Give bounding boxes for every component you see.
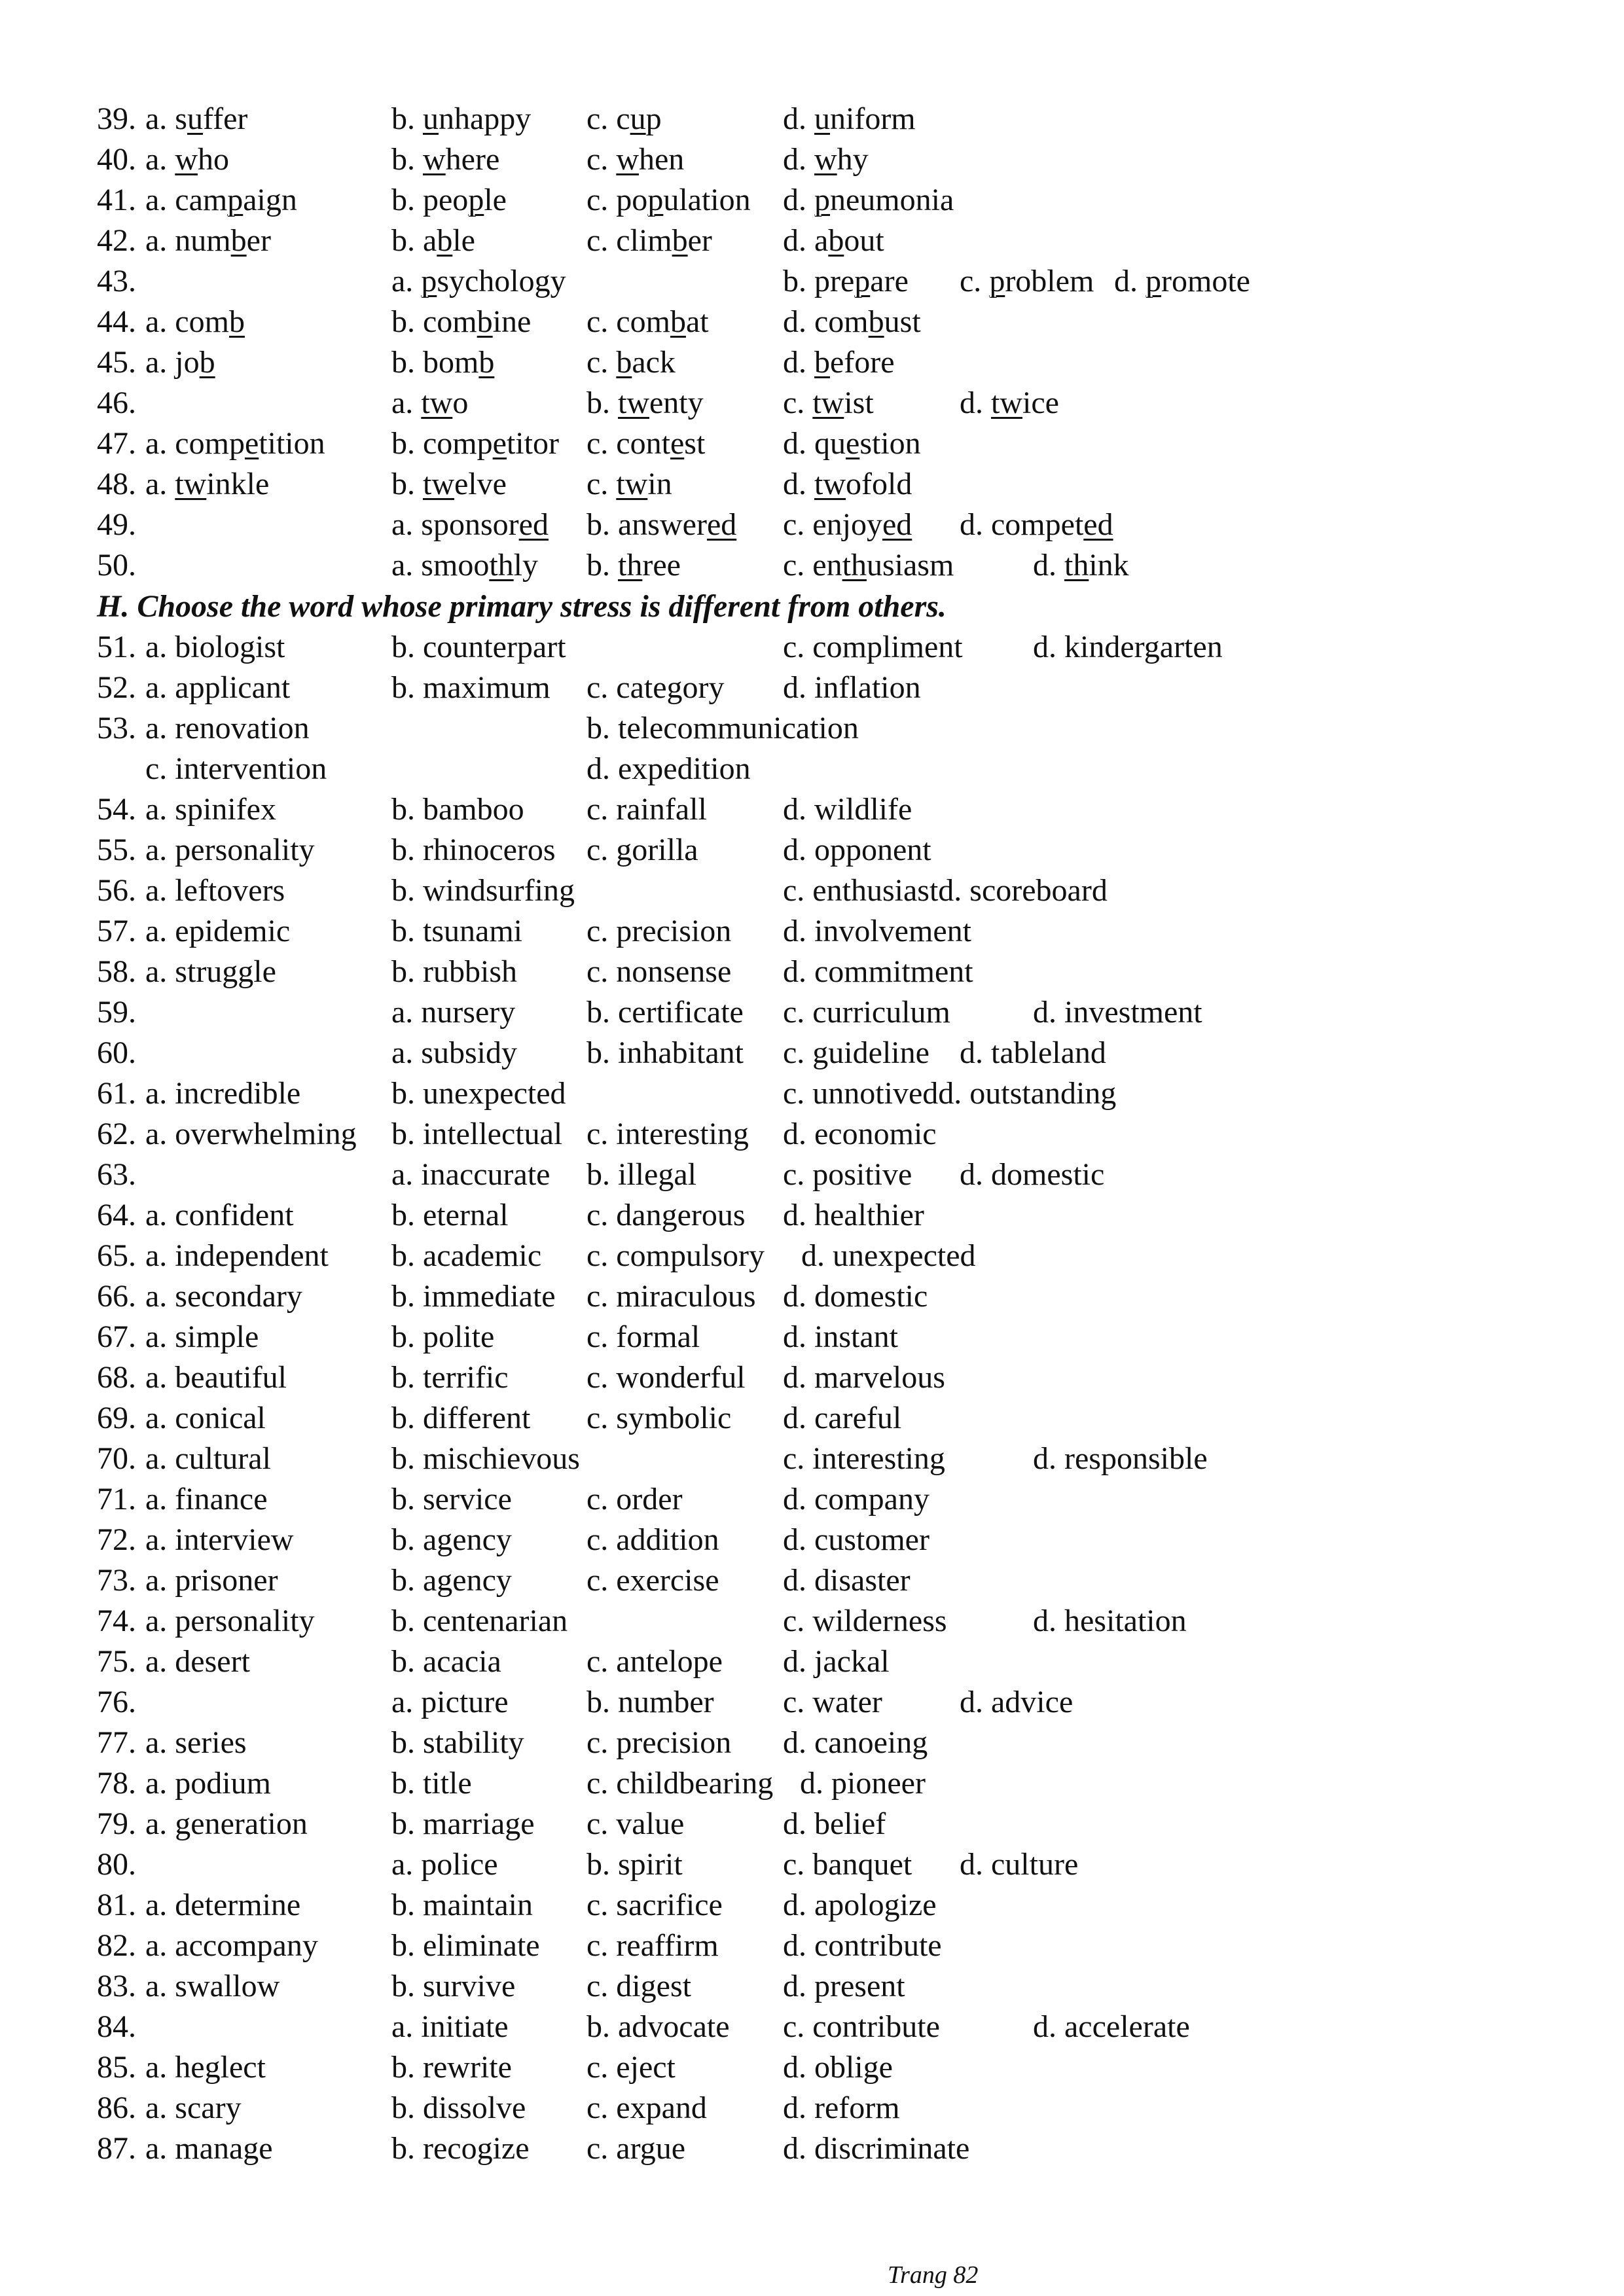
option-c: c. when <box>586 142 685 177</box>
option-d: d. culture <box>960 1847 1079 1882</box>
question-item-53-continued <box>0 749 1624 789</box>
question-item-82 <box>0 1926 1624 1966</box>
question-item-65 <box>0 1236 1624 1276</box>
option-d: d. commitment <box>783 954 973 989</box>
question-number: 85. <box>97 2050 136 2085</box>
option-b: b. different <box>391 1401 531 1435</box>
option-b: b. prepare <box>783 264 909 298</box>
option-a: a. inaccurate <box>391 1157 550 1192</box>
option-b: b. maintain <box>391 1888 533 1922</box>
option-b: b. where <box>391 142 500 177</box>
option-d: d. domestic <box>783 1279 928 1314</box>
question-item-69 <box>0 1398 1624 1439</box>
option-b: b. recogize <box>391 2131 530 2166</box>
option-d: d. present <box>783 1969 905 2003</box>
option-d: d. competed <box>960 507 1113 542</box>
question-number: 52. <box>97 670 136 705</box>
question-item-72 <box>0 1520 1624 1560</box>
option-a: a. renovation <box>145 711 310 745</box>
option-a: a. comb <box>145 304 245 339</box>
option-a: a. number <box>145 223 271 258</box>
question-number: 78. <box>97 1766 136 1801</box>
question-number: 79. <box>97 1806 136 1841</box>
question-number: 73. <box>97 1563 136 1598</box>
option-b: b. polite <box>391 1319 495 1354</box>
option-b: b. intellectual <box>391 1117 563 1151</box>
option-b: b. service <box>391 1482 512 1516</box>
option-c: c. interesting <box>783 1441 945 1476</box>
option-a: a. smoothly <box>391 548 539 583</box>
question-item-66 <box>0 1276 1624 1317</box>
option-d: d. twofold <box>783 467 912 501</box>
option-c: c. gorilla <box>586 833 698 867</box>
option-c: c. childbearing <box>586 1766 774 1801</box>
option-a: a. competition <box>145 426 325 461</box>
question-item-48 <box>0 464 1624 505</box>
option-b: b. eternal <box>391 1198 509 1232</box>
option-d: d. combust <box>783 304 921 339</box>
option-c: c. dangerous <box>586 1198 746 1232</box>
option-a: a. interview <box>145 1522 294 1557</box>
option-b: b. combine <box>391 304 532 339</box>
option-b: b. competitor <box>391 426 559 461</box>
option-c: c. interesting <box>586 1117 749 1151</box>
question-item-44 <box>0 302 1624 342</box>
option-c: c. order <box>586 1482 683 1516</box>
option-b: b. stability <box>391 1725 524 1760</box>
question-number: 57. <box>97 914 136 948</box>
option-b: b. dissolve <box>391 2090 526 2125</box>
option-a: a. police <box>391 1847 498 1882</box>
option-c: c. enthusiasm <box>783 548 954 583</box>
question-item-55 <box>0 830 1624 870</box>
question-number: 82. <box>97 1928 136 1963</box>
option-a: a. leftovers <box>145 873 285 908</box>
option-a: a. campaign <box>145 183 297 217</box>
question-number: 43. <box>97 264 136 298</box>
question-item-71 <box>0 1479 1624 1520</box>
question-number: 77. <box>97 1725 136 1760</box>
option-a: a. sponsored <box>391 507 549 542</box>
question-item-54 <box>0 789 1624 830</box>
option-d: d. disaster <box>783 1563 911 1598</box>
question-number: 63. <box>97 1157 136 1192</box>
question-item-61 <box>0 1073 1624 1114</box>
option-c: c. eject <box>586 2050 676 2085</box>
option-d: d. think <box>1033 548 1129 583</box>
question-item-83 <box>0 1966 1624 2007</box>
question-number: 56. <box>97 873 136 908</box>
option-d: d. opponent <box>783 833 931 867</box>
question-number: 71. <box>97 1482 136 1516</box>
question-item-57 <box>0 911 1624 952</box>
option-c: c. rainfall <box>586 792 707 827</box>
question-number: 74. <box>97 1604 136 1638</box>
option-d: d. company <box>783 1482 929 1516</box>
option-d: d. economic <box>783 1117 937 1151</box>
option-b: b. bomb <box>391 345 495 380</box>
option-a: a. incredible <box>145 1076 301 1111</box>
option-a: a. personality <box>145 833 315 867</box>
option-d: d. unexpected <box>801 1238 976 1273</box>
option-a: a. picture <box>391 1685 509 1719</box>
question-item-85 <box>0 2047 1624 2088</box>
question-number: 70. <box>97 1441 136 1476</box>
option-d: d. pioneer <box>800 1766 926 1801</box>
question-number: 64. <box>97 1198 136 1232</box>
option-c: c. contribute <box>783 2009 940 2044</box>
question-number: 59. <box>97 995 136 1030</box>
option-c: c. nonsense <box>586 954 732 989</box>
option-b: b. terrific <box>391 1360 509 1395</box>
option-a: a. conical <box>145 1401 266 1435</box>
option-b: b. maximum <box>391 670 550 705</box>
option-c: c. banquet <box>783 1847 912 1882</box>
option-b: b. title <box>391 1766 472 1801</box>
option-a: a. suffer <box>145 101 248 136</box>
question-item-86 <box>0 2088 1624 2128</box>
question-item-70 <box>0 1439 1624 1479</box>
question-item-49 <box>0 505 1624 545</box>
option-b: b. agency <box>391 1563 512 1598</box>
option-b: b. unhappy <box>391 101 532 136</box>
question-number: 50. <box>97 548 136 583</box>
option-c: c. category <box>586 670 725 705</box>
question-number: 58. <box>97 954 136 989</box>
option-b: b. counterpart <box>391 630 566 664</box>
option-d: d. domestic <box>960 1157 1105 1192</box>
question-number: 41. <box>97 183 136 217</box>
question-number: 49. <box>97 507 136 542</box>
option-d: d. pneumonia <box>783 183 954 217</box>
option-d: d. why <box>783 142 869 177</box>
option-b: b. rewrite <box>391 2050 512 2085</box>
option-b: b. able <box>391 223 475 258</box>
option-d: d. accelerate <box>1033 2009 1190 2044</box>
option-d: d. responsible <box>1033 1441 1208 1476</box>
option-a: a. beautiful <box>145 1360 287 1395</box>
option-d: d. before <box>783 345 895 380</box>
option-d: d. customer <box>783 1522 929 1557</box>
question-item-52 <box>0 668 1624 708</box>
option-d: d. investment <box>1033 995 1202 1030</box>
option-c: c. precision <box>586 914 732 948</box>
option-d: d. kindergarten <box>1033 630 1223 664</box>
question-number: 54. <box>97 792 136 827</box>
option-d: d. inflation <box>783 670 921 705</box>
option-a: a. personality <box>145 1604 315 1638</box>
option-a: a. biologist <box>145 630 285 664</box>
option-c: c. guideline <box>783 1035 929 1070</box>
question-number: 61. <box>97 1076 136 1111</box>
option-a: a. manage <box>145 2131 273 2166</box>
option-c: c. water <box>783 1685 882 1719</box>
page-footer: Trang 82 <box>888 2261 979 2289</box>
option-b: b. academic <box>391 1238 542 1273</box>
option-a: a. nursery <box>391 995 516 1030</box>
option-b: b. spirit <box>586 1847 683 1882</box>
option-a: a. finance <box>145 1482 268 1516</box>
option-d: d. canoeing <box>783 1725 928 1760</box>
option-b: b. twelve <box>391 467 507 501</box>
option-b: b. tsunami <box>391 914 522 948</box>
option-c: c. precision <box>586 1725 732 1760</box>
option-a: a. prisoner <box>145 1563 278 1598</box>
option-c: c. compliment <box>783 630 963 664</box>
option-a: a. twinkle <box>145 467 270 501</box>
question-number: 55. <box>97 833 136 867</box>
question-number: 84. <box>97 2009 136 2044</box>
option-a: a. subsidy <box>391 1035 517 1070</box>
option-c: c. antelope <box>586 1644 723 1679</box>
option-a: a. generation <box>145 1806 308 1841</box>
question-item-56 <box>0 870 1624 911</box>
option-d: d. oblige <box>783 2050 893 2085</box>
option-a: a. determine <box>145 1888 301 1922</box>
option-d: d. promote <box>1114 264 1250 298</box>
option-b: b. eliminate <box>391 1928 540 1963</box>
option-a: a. accompany <box>145 1928 318 1963</box>
question-item-46 <box>0 383 1624 423</box>
option-a: a. who <box>145 142 229 177</box>
option-a: a. struggle <box>145 954 276 989</box>
question-item-51 <box>0 627 1624 668</box>
option-c: c. addition <box>586 1522 719 1557</box>
option-d: d. reform <box>783 2090 900 2125</box>
option-c: c. symbolic <box>586 1401 732 1435</box>
option-a: a. independent <box>145 1238 329 1273</box>
option-c: c. twist <box>783 386 874 420</box>
question-item-43 <box>0 261 1624 302</box>
option-b: b. marriage <box>391 1806 535 1841</box>
option-a: a. simple <box>145 1319 259 1354</box>
option-b: b. telecommunication <box>586 711 859 745</box>
option-c: c. compulsory <box>586 1238 765 1273</box>
question-number: 42. <box>97 223 136 258</box>
option-c: c. formal <box>586 1319 700 1354</box>
option-b: b. number <box>586 1685 714 1719</box>
question-item-74 <box>0 1601 1624 1641</box>
question-item-62 <box>0 1114 1624 1155</box>
option-c: c. enjoyed <box>783 507 912 542</box>
option-b: b. mischievous <box>391 1441 580 1476</box>
option-b: b. windsurfing <box>391 873 575 908</box>
option-d: d. about <box>783 223 884 258</box>
option-a: a. initiate <box>391 2009 509 2044</box>
question-item-63 <box>0 1155 1624 1195</box>
option-d: d. tableland <box>960 1035 1106 1070</box>
question-number: 75. <box>97 1644 136 1679</box>
question-number: 44. <box>97 304 136 339</box>
option-d: d. wildlife <box>783 792 912 827</box>
option-d: d. discriminate <box>783 2131 970 2166</box>
question-number: 80. <box>97 1847 136 1882</box>
question-item-77 <box>0 1723 1624 1763</box>
option-b: b. bamboo <box>391 792 524 827</box>
option-b: b. three <box>586 548 681 583</box>
option-c: c. wonderful <box>586 1360 746 1395</box>
option-b: b. acacia <box>391 1644 501 1679</box>
option-b: b. agency <box>391 1522 512 1557</box>
option-d: d. question <box>783 426 921 461</box>
option-a: a. series <box>145 1725 247 1760</box>
option-a: a. overwhelming <box>145 1117 357 1151</box>
option-b: b. centenarian <box>391 1604 568 1638</box>
option-c: c. argue <box>586 2131 686 2166</box>
section-heading: H. Choose the word whose primary stress is different from others. <box>97 589 947 624</box>
option-c: c. wilderness <box>783 1604 947 1638</box>
option-c: c. reaffirm <box>586 1928 719 1963</box>
question-item-76 <box>0 1682 1624 1723</box>
question-item-59 <box>0 992 1624 1033</box>
question-item-42 <box>0 221 1624 261</box>
option-a: a. confident <box>145 1198 294 1232</box>
option-b: b. unexpected <box>391 1076 566 1111</box>
question-number: 66. <box>97 1279 136 1314</box>
option-b: b. survive <box>391 1969 516 2003</box>
option-d: d. contribute <box>783 1928 942 1963</box>
option-a: a. psychology <box>391 264 566 298</box>
option-b: b. certificate <box>586 995 744 1030</box>
option-a: a. swallow <box>145 1969 280 2003</box>
question-number: 47. <box>97 426 136 461</box>
option-c: c. miraculous <box>586 1279 756 1314</box>
option-c: c. unnotivedd. outstanding <box>783 1076 1117 1111</box>
option-d: d. advice <box>960 1685 1074 1719</box>
option-c: c. population <box>586 183 751 217</box>
option-a: a. desert <box>145 1644 250 1679</box>
question-item-60 <box>0 1033 1624 1073</box>
option-b: b. illegal <box>586 1157 696 1192</box>
option-d: d. marvelous <box>783 1360 945 1395</box>
question-number: 60. <box>97 1035 136 1070</box>
question-item-40 <box>0 139 1624 180</box>
question-number: 48. <box>97 467 136 501</box>
option-a: a. spinifex <box>145 792 276 827</box>
question-item-79 <box>0 1804 1624 1844</box>
option-b: b. twenty <box>586 386 704 420</box>
option-c: c. back <box>586 345 676 380</box>
option-a: a. cultural <box>145 1441 271 1476</box>
question-number: 68. <box>97 1360 136 1395</box>
question-number: 87. <box>97 2131 136 2166</box>
option-a: a. secondary <box>145 1279 302 1314</box>
question-number: 67. <box>97 1319 136 1354</box>
question-item-58 <box>0 952 1624 992</box>
option-a: a. scary <box>145 2090 242 2125</box>
question-item-78 <box>0 1763 1624 1804</box>
option-d: d. careful <box>783 1401 902 1435</box>
option-c: c. enthusiastd. scoreboard <box>783 873 1108 908</box>
question-item-81 <box>0 1885 1624 1926</box>
option-c: c. combat <box>586 304 709 339</box>
option-d: d. expedition <box>586 751 751 786</box>
question-item-41 <box>0 180 1624 221</box>
question-number: 39. <box>97 101 136 136</box>
option-d: d. apologize <box>783 1888 937 1922</box>
option-c: c. value <box>586 1806 685 1841</box>
option-c: c. curriculum <box>783 995 950 1030</box>
option-a: a. heglect <box>145 2050 266 2085</box>
question-number: 46. <box>97 386 136 420</box>
question-item-80 <box>0 1844 1624 1885</box>
question-item-45 <box>0 342 1624 383</box>
option-d: d. healthier <box>783 1198 924 1232</box>
option-b: b. people <box>391 183 507 217</box>
question-number: 65. <box>97 1238 136 1273</box>
question-number: 40. <box>97 142 136 177</box>
question-number: 53. <box>97 711 136 745</box>
option-a: a. job <box>145 345 215 380</box>
option-b: b. inhabitant <box>586 1035 744 1070</box>
question-number: 86. <box>97 2090 136 2125</box>
question-item-68 <box>0 1357 1624 1398</box>
question-item-47 <box>0 423 1624 464</box>
option-b: b. rubbish <box>391 954 517 989</box>
option-d: d. jackal <box>783 1644 890 1679</box>
option-c: c. problem <box>960 264 1094 298</box>
option-d: d. hesitation <box>1033 1604 1187 1638</box>
option-b: b. advocate <box>586 2009 730 2044</box>
option-c: c. cup <box>586 101 662 136</box>
question-item-67 <box>0 1317 1624 1357</box>
question-item-75 <box>0 1641 1624 1682</box>
option-c: c. contest <box>586 426 706 461</box>
option-c: c. intervention <box>145 751 327 786</box>
question-number: 83. <box>97 1969 136 2003</box>
option-c: c. climber <box>586 223 712 258</box>
option-d: d. involvement <box>783 914 971 948</box>
option-a: a. two <box>391 386 469 420</box>
option-a: a. podium <box>145 1766 271 1801</box>
question-number: 45. <box>97 345 136 380</box>
option-a: a. epidemic <box>145 914 291 948</box>
option-c: c. positive <box>783 1157 912 1192</box>
question-number: 62. <box>97 1117 136 1151</box>
question-item-73 <box>0 1560 1624 1601</box>
option-d: d. twice <box>960 386 1059 420</box>
option-c: c. expand <box>586 2090 707 2125</box>
option-a: a. applicant <box>145 670 291 705</box>
question-number: 69. <box>97 1401 136 1435</box>
option-d: d. instant <box>783 1319 898 1354</box>
option-b: b. rhinoceros <box>391 833 556 867</box>
option-b: b. immediate <box>391 1279 556 1314</box>
question-item-87 <box>0 2128 1624 2169</box>
question-item-84 <box>0 2007 1624 2047</box>
question-number: 76. <box>97 1685 136 1719</box>
option-c: c. sacrifice <box>586 1888 723 1922</box>
question-item-53 <box>0 708 1624 749</box>
question-item-39 <box>0 99 1624 139</box>
option-d: d. belief <box>783 1806 886 1841</box>
question-number: 72. <box>97 1522 136 1557</box>
question-number: 51. <box>97 630 136 664</box>
option-c: c. twin <box>586 467 672 501</box>
question-item-64 <box>0 1195 1624 1236</box>
option-c: c. digest <box>586 1969 691 2003</box>
option-c: c. exercise <box>586 1563 719 1598</box>
option-b: b. answered <box>586 507 737 542</box>
question-number: 81. <box>97 1888 136 1922</box>
question-item-50 <box>0 545 1624 586</box>
option-d: d. uniform <box>783 101 916 136</box>
